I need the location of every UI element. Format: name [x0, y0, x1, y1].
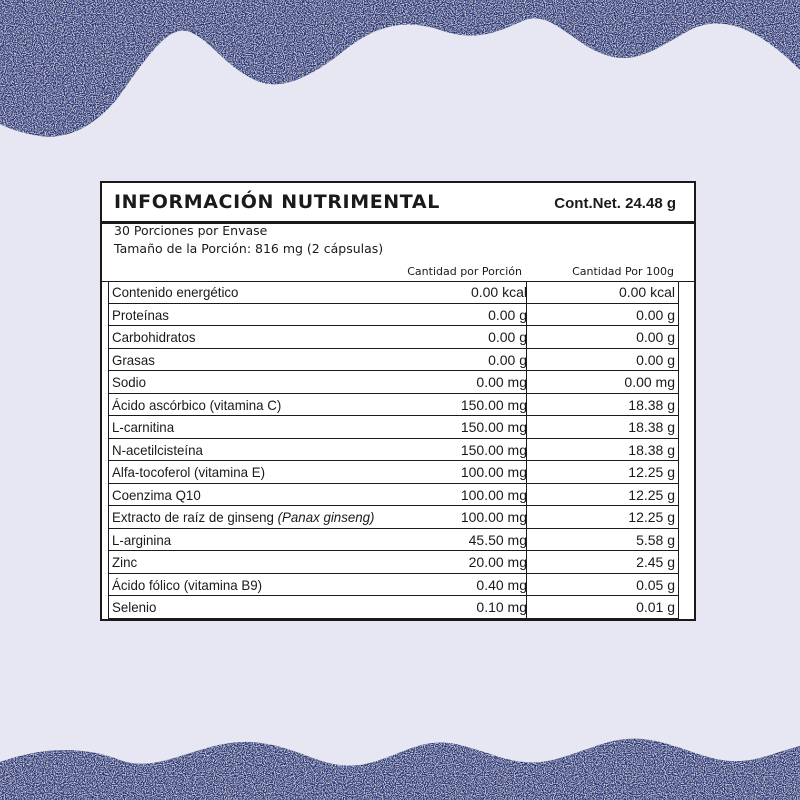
table-row [108, 574, 679, 597]
net-content: Cont.Net. 24.48 g [554, 195, 676, 212]
amount-per-serving: 0.40 mg [476, 576, 527, 593]
amount-per-serving: 150.00 mg [460, 396, 527, 413]
nutrient-name-text: Alfa-tocoferol (vitamina E) [112, 464, 266, 480]
amount-per-serving: 0.00 g [488, 306, 527, 323]
table-row [108, 349, 679, 372]
table-row [108, 394, 679, 417]
table-row [108, 326, 679, 349]
amount-per-100g: 18.38 g [628, 419, 675, 435]
nutrient-name [112, 487, 201, 503]
amount-per-serving: 100.00 mg [460, 509, 527, 525]
amount-per-serving: 0.00 g [488, 329, 527, 345]
amount-per-100g: 0.00 g [636, 351, 675, 368]
nutrient-name-text: Carbohidratos [112, 329, 196, 345]
nutrient-name [112, 554, 137, 570]
amount-per-100g: 5.58 g [636, 531, 675, 548]
nutrient-name [112, 307, 169, 323]
amount-per-100g: 0.01 g [636, 599, 675, 615]
amount-per-100g: 0.05 g [636, 576, 675, 593]
nutrient-name [112, 509, 374, 525]
top-wave [0, 0, 800, 137]
amount-per-serving: 150.00 mg [460, 441, 527, 458]
amount-per-serving: 150.00 mg [460, 419, 527, 435]
nutrient-table [108, 281, 679, 619]
nutrient-name-text: N-acetilcisteína [112, 441, 203, 458]
column-header-per-100g: Cantidad Por 100g [572, 265, 674, 278]
nutrient-name-text: L-carnitina [112, 419, 175, 435]
amount-per-serving: 0.00 kcal [470, 284, 527, 300]
amount-per-100g: 18.38 g [628, 396, 675, 413]
nutrient-name [112, 419, 174, 435]
amount-per-100g: 12.25 g [628, 509, 675, 525]
nutrient-name [112, 329, 196, 345]
nutrient-name [112, 599, 156, 615]
table-row [108, 416, 679, 439]
table-row [108, 281, 679, 304]
amount-per-serving: 0.10 mg [476, 599, 527, 615]
nutrient-name-text: Grasas [112, 351, 155, 368]
nutrient-name-text: Zinc [112, 554, 138, 570]
table-row [108, 484, 679, 507]
nutrient-name-text: Proteínas [112, 306, 169, 323]
serving-size: Tamaño de la Porción: 816 mg (2 cápsulas) [114, 241, 384, 256]
amount-per-100g: 0.00 kcal [618, 284, 675, 300]
amount-per-100g: 12.25 g [628, 486, 675, 503]
table-row [108, 304, 679, 327]
label-header [102, 183, 694, 224]
nutrient-name [112, 284, 238, 300]
amount-per-serving: 100.00 mg [460, 486, 527, 503]
bottom-wave [0, 739, 800, 800]
label-title: INFORMACIÓN NUTRIMENTAL [114, 191, 440, 213]
amount-per-serving: 100.00 mg [460, 464, 527, 480]
table-row [108, 529, 679, 552]
column-header-per-serving: Cantidad por Porción [407, 265, 522, 278]
nutrient-name [112, 352, 155, 368]
amount-per-serving: 0.00 g [488, 351, 527, 368]
nutrient-name [112, 374, 146, 390]
nutrient-name [112, 577, 262, 593]
nutrient-name [112, 464, 265, 480]
nutrient-name-text: Extracto de raíz de ginseng [112, 509, 274, 525]
table-row [108, 506, 679, 529]
table-row [108, 461, 679, 484]
amount-per-serving: 0.00 mg [476, 374, 527, 390]
amount-per-100g: 0.00 mg [624, 374, 675, 390]
amount-per-100g: 12.25 g [628, 464, 675, 480]
nutrient-name-text: L-arginina [112, 531, 172, 548]
amount-per-100g: 0.00 g [636, 329, 675, 345]
nutrient-name [112, 442, 203, 458]
table-row [108, 596, 679, 619]
nutrient-name [112, 397, 281, 413]
nutrient-name-text: Selenio [112, 599, 157, 615]
nutrient-latin-name: (Panax ginseng) [277, 509, 375, 525]
nutrient-name-text: Contenido energético [112, 284, 239, 300]
servings-per-container: 30 Porciones por Envase [114, 223, 268, 238]
nutrient-name-text: Coenzima Q10 [112, 486, 201, 503]
amount-per-100g: 2.45 g [636, 554, 675, 570]
nutrient-name-text: Ácido ascórbico (vitamina C) [112, 396, 282, 413]
nutrient-name-text: Ácido fólico (vitamina B9) [112, 576, 263, 593]
amount-per-serving: 45.50 mg [468, 531, 527, 548]
amount-per-serving: 20.00 mg [468, 554, 527, 570]
table-row [108, 439, 679, 462]
nutrient-name-text: Sodio [112, 374, 147, 390]
table-row [108, 371, 679, 394]
amount-per-100g: 18.38 g [628, 441, 675, 458]
amount-per-100g: 0.00 g [636, 306, 675, 323]
nutrient-name [112, 532, 171, 548]
table-row [108, 551, 679, 574]
nutrition-facts-label [100, 181, 696, 621]
